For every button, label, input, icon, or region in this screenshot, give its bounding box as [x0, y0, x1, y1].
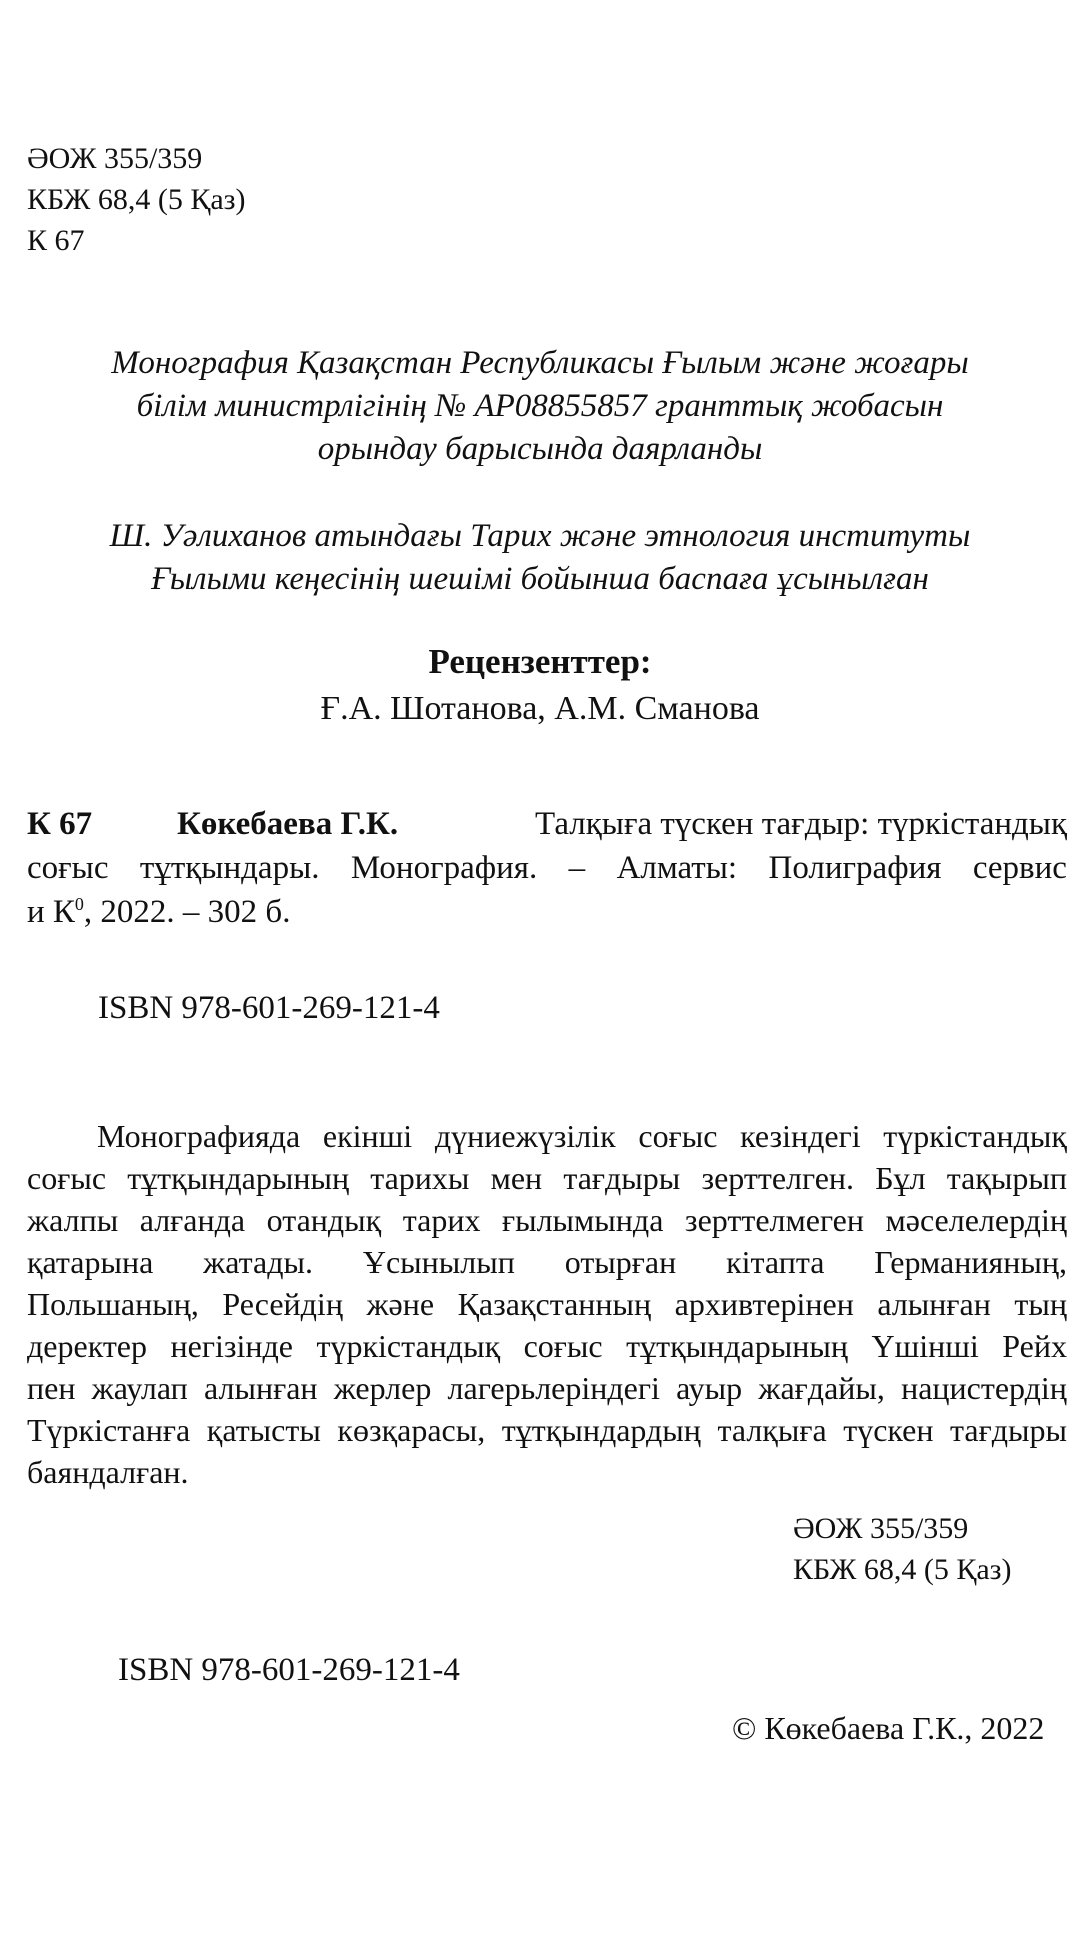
abstract-line: Польшаның, Ресейдің және Қазақстанның архивтерінен алынған тың: [27, 1286, 1067, 1322]
biblio-line: [27, 846, 1067, 890]
biblio-year-pages: , 2022. – 302 б.: [83, 894, 291, 930]
abstract-line: баяндалған.: [27, 1454, 189, 1490]
biblio-author: Көкебаева Г.К.: [177, 806, 399, 842]
abstract-line: деректер негізінде түркістандық соғыс тұтқындарының Үшінші Рейх: [27, 1328, 1067, 1364]
reviewers-title: Рецензенттер:: [428, 642, 652, 681]
abstract-line: Түркістанға қатысты көзқарасы, тұтқындардың талқыға түскен тағдыры: [27, 1412, 1067, 1448]
grant-note-line: орындау барысында даярланды: [317, 431, 763, 467]
biblio-superscript: 0: [74, 894, 84, 914]
abstract-line: қатарына жатады. Ұсынылып отырған кітапта Германияның,: [27, 1244, 1067, 1280]
classification-codes-bottom: [793, 1508, 1012, 1590]
abstract-line: Монографияда екінші дүниежүзілік соғыс кезіндегі түркістандық: [97, 1118, 1067, 1154]
grant-note-line: білім министрлігінің № АР08855857 гранттық жобасын: [136, 388, 944, 424]
biblio-line: [27, 890, 1067, 934]
biblio-publisher: и К: [27, 894, 75, 930]
copyright-notice: © Көкебаева Г.К., 2022: [732, 1710, 1045, 1746]
biblio-publication: соғыс тұтқындары. Монография. – Алматы: Полиграфия сервис: [27, 850, 1067, 886]
isbn-bottom: ISBN 978-601-269-121-4: [118, 1652, 460, 1688]
biblio-code: К 67: [27, 806, 93, 842]
udc-code: ӘОЖ 355/359: [793, 1512, 969, 1545]
biblio-line: [27, 802, 1067, 846]
recommendation-note-line: Ғылыми кеңесінің шешімі бойынша баспаға ұсынылған: [151, 561, 929, 597]
reviewers-names: Ғ.А. Шотанова, А.М. Сманова: [320, 690, 760, 727]
bbk-code: КБЖ 68,4 (5 Қаз): [793, 1553, 1012, 1586]
classification-codes-top: [27, 138, 246, 261]
abstract: [27, 1115, 1067, 1493]
grant-note: [0, 342, 1080, 471]
recommendation-note-line: Ш. Уәлиханов атындағы Тарих және этнология институты: [109, 518, 971, 554]
recommendation-note: [0, 515, 1080, 601]
bbk-code: КБЖ 68,4 (5 Қаз): [27, 183, 246, 216]
abstract-line: соғыс тұтқындарының тарихы мен тағдыры зерттелген. Бұл тақырып: [27, 1160, 1067, 1196]
abstract-line: жалпы алғанда отандық тарих ғылымында зерттелмеген мәселелердің: [27, 1202, 1067, 1238]
bibliographic-description: [27, 802, 1067, 934]
udc-code: ӘОЖ 355/359: [27, 142, 203, 175]
author-mark: К 67: [27, 224, 85, 257]
abstract-line: пен жаулап алынған жерлер лагерьлеріндегі ауыр жағдайы, нацистердің: [27, 1370, 1067, 1406]
biblio-title: Талқыға түскен тағдыр: түркістандық: [535, 806, 1067, 842]
isbn-top: ISBN 978-601-269-121-4: [98, 990, 440, 1026]
grant-note-line: Монография Қазақстан Республикасы Ғылым және жоғары: [111, 345, 969, 381]
